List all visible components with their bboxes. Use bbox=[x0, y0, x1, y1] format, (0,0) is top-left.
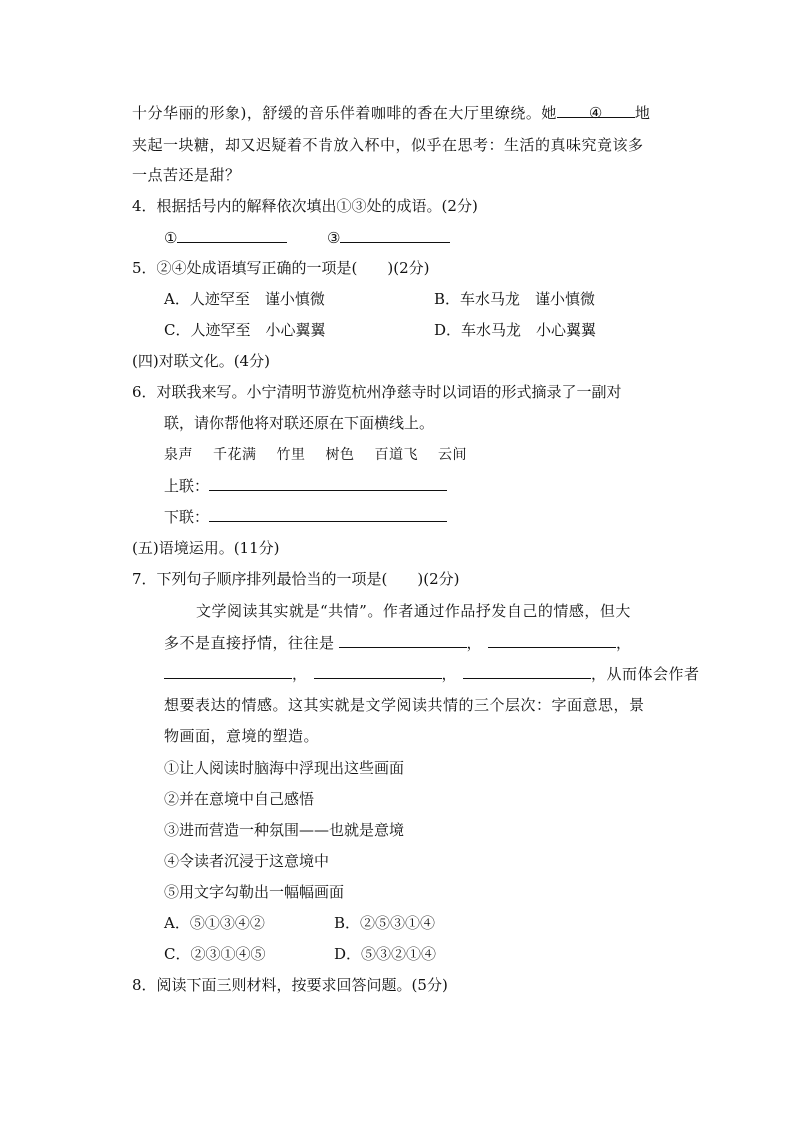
q7-option-d[interactable]: D．⑤③②①④ bbox=[334, 945, 437, 963]
passage-text: 地 bbox=[634, 104, 651, 122]
upper-couplet-blank[interactable] bbox=[209, 476, 447, 491]
q7-sentence-5: ⑤用文字勾勒出一幅幅画面 bbox=[164, 883, 345, 901]
couplet-word: 树色 bbox=[325, 447, 355, 463]
q7-sentence-1: ①让人阅读时脑海中浮现出这些画面 bbox=[164, 759, 405, 777]
q7-blank-3[interactable] bbox=[164, 664, 292, 679]
lower-couplet-label: 下联： bbox=[164, 508, 210, 526]
blank-label-3: ③ bbox=[327, 229, 341, 247]
couplet-word: 百道飞 bbox=[374, 447, 418, 463]
q7-paragraph-line-5: 物画面，意境的塑造。 bbox=[164, 727, 320, 745]
q7-blank-4[interactable] bbox=[314, 664, 442, 679]
q7-blank-1[interactable] bbox=[339, 633, 467, 648]
q7-option-c[interactable]: C．②③①④⑤ bbox=[164, 945, 266, 963]
couplet-word: 泉声 bbox=[164, 447, 193, 463]
q7-blank-2[interactable] bbox=[488, 633, 616, 648]
q7-blank-5[interactable] bbox=[463, 664, 591, 679]
passage-line-2: 夹起一块糖，却又迟疑着不肯放入杯中，似乎在思考：生活的真味究竟该多 bbox=[132, 136, 644, 154]
couplet-word: 竹里 bbox=[276, 447, 306, 463]
lower-couplet-blank[interactable] bbox=[209, 507, 447, 522]
couplet-word: 云间 bbox=[438, 447, 467, 463]
answer-blank-4[interactable] bbox=[557, 103, 635, 122]
question-4-answers bbox=[164, 228, 450, 248]
question-8-stem: 8．阅读下面三则材料，按要求回答问题。(5分) bbox=[132, 976, 448, 994]
q7-sentence-2: ②并在意境中自己感悟 bbox=[164, 790, 315, 808]
q7-paragraph-line-4: 想要表达的情感。这其实就是文学阅读共情的三个层次：字面意思，景 bbox=[164, 696, 645, 714]
q5-option-b[interactable]: B．车水马龙 谨小慎微 bbox=[434, 290, 596, 308]
q7-sentence-4: ④令读者沉浸于这意境中 bbox=[164, 852, 330, 870]
passage-text: 十分华丽的形象)，舒缓的音乐伴着咖啡的香在大厅里缭绕。她 bbox=[132, 104, 557, 122]
question-5-stem: 5．②④处成语填写正确的一项是( )(2分) bbox=[132, 259, 430, 277]
lower-couplet-row bbox=[164, 507, 447, 527]
q5-option-a[interactable]: A．人迹罕至 谨小慎微 bbox=[164, 290, 325, 308]
q7-paragraph-text: 多不是直接抒情，往往是 bbox=[164, 634, 335, 652]
q5-option-d[interactable]: D．车水马龙 小心翼翼 bbox=[434, 321, 597, 339]
q7-paragraph-line-1: 文学阅读其实就是“共情”。作者通过作品抒发自己的情感，但大 bbox=[196, 602, 631, 620]
couplet-word-list bbox=[164, 445, 467, 465]
question-7-stem: 7．下列句子顺序排列最恰当的一项是( )(2分) bbox=[132, 570, 460, 588]
answer-blank-1[interactable] bbox=[177, 228, 287, 243]
q7-sentence-3: ③进而营造一种氛围——也就是意境 bbox=[164, 821, 405, 839]
question-4-stem: 4．根据括号内的解释依次填出①③处的成语。(2分) bbox=[132, 197, 478, 215]
couplet-word: 千花满 bbox=[213, 447, 257, 463]
blank-label-1: ① bbox=[164, 229, 178, 247]
upper-couplet-label: 上联： bbox=[164, 477, 210, 495]
q7-option-a[interactable]: A．⑤①③④② bbox=[164, 914, 265, 932]
question-6-stem-1: 6．对联我来写。小宁清明节游览杭州净慈寺时以词语的形式摘录了一副对 bbox=[132, 383, 622, 401]
q7-paragraph-line-2: 多不是直接抒情，往往是 ， ， bbox=[164, 634, 632, 652]
q7-paragraph-line-3: ， ， ，从而体会作者 bbox=[164, 664, 700, 684]
answer-blank-3[interactable] bbox=[340, 228, 450, 243]
passage-line-3: 一点苦还是甜？ bbox=[132, 166, 241, 184]
q7-option-b[interactable]: B．②⑤③①④ bbox=[334, 914, 436, 932]
question-6-stem-2: 联，请你帮他将对联还原在下面横线上。 bbox=[164, 414, 435, 432]
section-4-heading: (四)对联文化。(4分) bbox=[132, 352, 270, 370]
blank-marker: ④ bbox=[588, 104, 603, 122]
upper-couplet-row bbox=[164, 476, 447, 496]
q7-paragraph-text: ，从而体会作者 bbox=[591, 665, 700, 683]
section-5-heading: (五)语境运用。(11分) bbox=[132, 539, 280, 557]
passage-line-1 bbox=[132, 103, 650, 123]
q5-option-c[interactable]: C．人迹罕至 小心翼翼 bbox=[164, 321, 326, 339]
